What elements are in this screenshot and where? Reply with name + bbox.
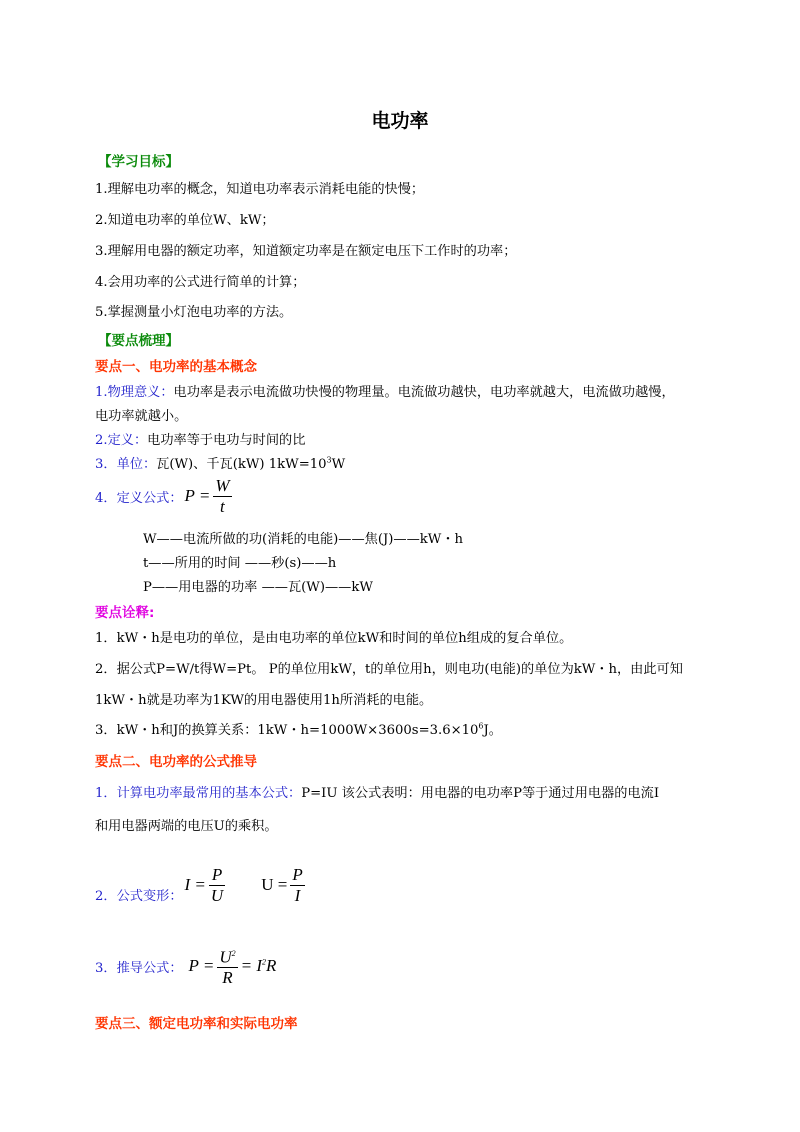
basic-formula-text: P=IU 该公式表明：用电器的电功率P等于通过用电器的电流I	[301, 786, 660, 801]
formula-denominator: t	[220, 496, 225, 516]
unit-label: 3．单位：	[95, 457, 157, 472]
point2-formula-variants	[95, 862, 305, 908]
point1-title: 要点一、电功率的基本概念	[95, 359, 257, 375]
formula-label: 4．定义公式：	[95, 490, 183, 506]
variable-line: t——所用的时间 ——秒(s)——h	[143, 556, 337, 571]
objective-item: 1.理解电功率的概念，知道电功率表示消耗电能的快慢；	[95, 182, 425, 197]
variant-b-fraction	[290, 865, 304, 906]
point2-title: 要点二、电功率的公式推导	[95, 754, 257, 770]
derived-rhs	[241, 956, 277, 976]
notes-title: 要点诠释:	[95, 605, 155, 621]
formula-numerator: W	[215, 475, 230, 495]
variant-a-lhs: I =	[184, 875, 206, 894]
derived-rhs-base: = I	[240, 956, 262, 975]
point2-basic-formula	[95, 782, 659, 801]
unit-tail: W	[331, 457, 346, 472]
formula-lhs: P =	[184, 486, 211, 505]
variant-label: 2．公式变形：	[95, 888, 183, 904]
meaning-text: 电功率是表示电流做功快慢的物理量。电流做功越快，电功率就越大，电流做功越慢，	[173, 385, 675, 400]
derived-numerator	[217, 944, 237, 969]
definition-label: 2.定义：	[95, 433, 148, 448]
note3-tail: J。	[483, 723, 502, 738]
point3-title: 要点三、额定电功率和实际电功率	[95, 1016, 298, 1032]
note3-text: 3．kW・h和J的换算关系：1kW・h=1000W×3600s=3.6×10	[95, 723, 479, 738]
variant-a-fraction	[209, 865, 225, 906]
point1-formula	[95, 474, 232, 518]
unit-exponent: 3	[326, 455, 332, 465]
derived-label: 3．推导公式：	[95, 960, 183, 976]
derived-numerator-base: U	[219, 947, 232, 967]
objective-item: 3.理解用电器的额定功率，知道额定功率是在额定电压下工作时的功率；	[95, 244, 517, 259]
variant-b-lhs: U =	[261, 875, 288, 894]
point1-meaning	[95, 381, 675, 400]
variant-a-denominator: U	[210, 885, 224, 905]
objectives-header: 【学习目标】	[98, 154, 179, 170]
summary-header: 【要点梳理】	[98, 333, 179, 349]
derived-denominator: R	[222, 968, 233, 988]
note-item: 2．据公式P=W/t得W=Pt。 P的单位用kW，t的单位用h，则电功(电能)的单位为kW・h，由此可知	[95, 662, 683, 677]
definition-text: 电功率等于电功与时间的比	[147, 433, 306, 448]
variant-b-numerator: P	[292, 864, 303, 884]
variant-a-numerator: P	[209, 865, 225, 886]
page-title: 电功率	[371, 110, 429, 132]
variable-line: W——电流所做的功(消耗的电能)——焦(J)——kW・h	[143, 532, 464, 547]
unit-text: 瓦(W)、千瓦(kW) 1kW=10	[156, 457, 327, 472]
basic-formula-label: 1．计算电功率最常用的基本公式：	[95, 786, 302, 801]
point1-meaning-line2: 电功率就越小。	[95, 409, 188, 424]
point1-unit	[95, 453, 345, 472]
note-item-line2: 1kW・h就是功率为1KW的用电器使用1h所消耗的电能。	[95, 693, 433, 708]
formula-fraction	[213, 476, 231, 517]
meaning-label: 1.物理意义：	[95, 385, 174, 400]
variant-b-denominator: I	[294, 885, 301, 905]
point2-derived-formula	[95, 943, 276, 989]
note-item	[95, 719, 502, 738]
objective-item: 2.知道电功率的单位W、kW；	[95, 213, 275, 228]
point1-definition	[95, 429, 305, 448]
objective-item: 5.掌握测量小灯泡电功率的方法。	[95, 305, 293, 320]
derived-rhs-exponent: 2	[262, 957, 266, 967]
point2-basic-formula-line2: 和用电器两端的电压U的乘积。	[95, 819, 278, 834]
note-item: 1．kW・h是电功的单位，是由电功率的单位kW和时间的单位h组成的复合单位。	[95, 631, 573, 646]
objective-item: 4.会用功率的公式进行简单的计算；	[95, 275, 306, 290]
derived-numerator-exponent: 2	[231, 948, 236, 958]
variable-line: P——用电器的功率 ——瓦(W)——kW	[143, 580, 373, 595]
derived-fraction	[217, 944, 237, 989]
derived-lhs: P =	[188, 956, 215, 975]
derived-rhs-tail: R	[266, 956, 277, 975]
note3-exponent: 6	[478, 721, 484, 731]
